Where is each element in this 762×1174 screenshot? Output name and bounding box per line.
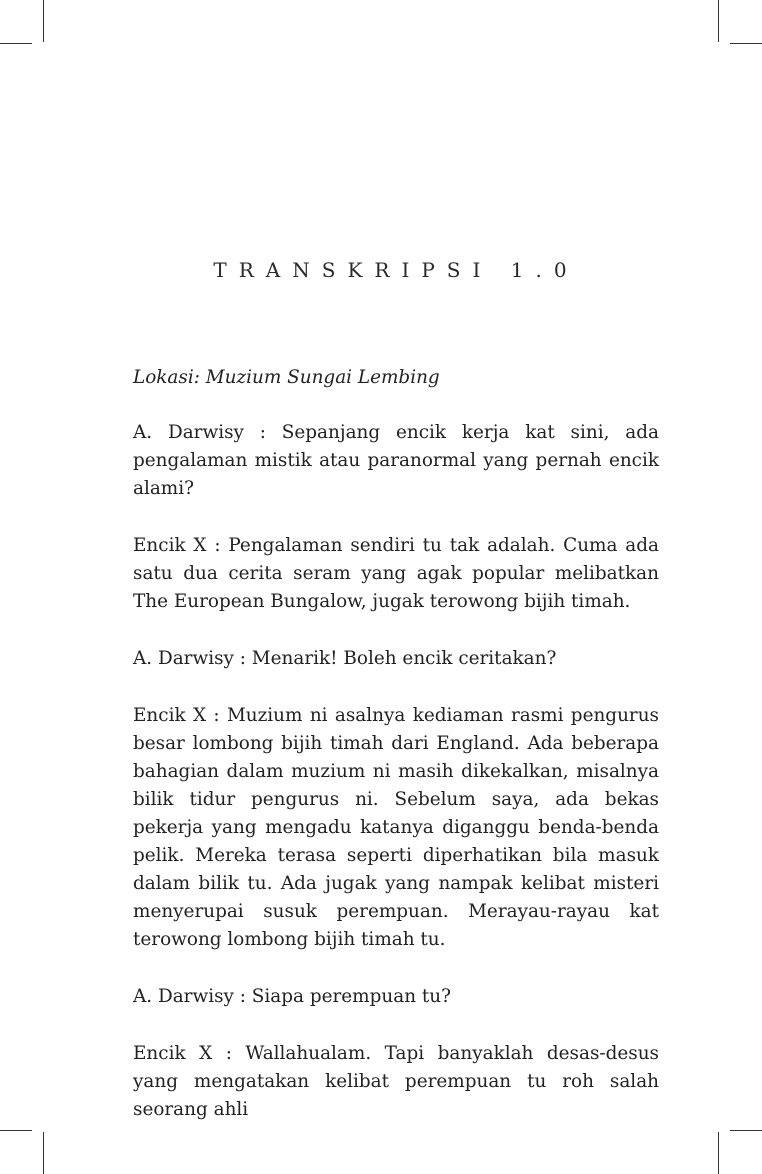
dialogue-paragraph: Encik X : Muzium ni asalnya kediaman rasmi pengurus besar lombong bijih timah dari England. Ada beberapa bahagian dalam muzium ni masih dikekalkan, misalnya bilik tidur pengurus ni. Sebelum saya, ada bekas pekerja yang mengadu katanya diganggu benda-benda pelik. Mereka terasa seperti diperhatikan bila masuk dalam bilik tu. Ada jugak yang nampak kelibat misteri menyerupai susuk perempuan. Merayau-rayau kat terowong lombong bijih timah tu. xyxy=(133,705,659,950)
dialogue-paragraph: A. Darwisy : Menarik! Boleh encik ceritakan? xyxy=(133,648,557,669)
dialogue-paragraph: Encik X : Wallahualam. Tapi banyaklah desas-desus yang mengatakan kelibat perempuan tu roh salah seorang ahli xyxy=(133,1043,659,1120)
crop-mark-bottom-right-vertical xyxy=(718,1132,719,1174)
crop-mark-bottom-left-horizontal xyxy=(0,1130,32,1131)
chapter-title: TRANSKRIPSI 1.0 xyxy=(213,258,579,282)
dialogue-paragraph: Encik X : Pengalaman sendiri tu tak adalah. Cuma ada satu dua cerita seram yang agak popular melibatkan The European Bungalow, jugak terowong bijih timah. xyxy=(133,535,659,612)
transcript-body xyxy=(133,364,659,1124)
crop-mark-top-right-vertical xyxy=(718,0,719,42)
dialogue-paragraph: A. Darwisy : Sepanjang encik kerja kat sini, ada pengalaman mistik atau paranormal yang pernah encik alami? xyxy=(133,422,659,499)
location-line: Lokasi: Muzium Sungai Lembing xyxy=(133,367,440,388)
crop-mark-top-right-horizontal xyxy=(730,43,762,44)
crop-mark-bottom-left-vertical xyxy=(43,1132,44,1174)
crop-mark-top-left-horizontal xyxy=(0,43,32,44)
crop-mark-bottom-right-horizontal xyxy=(730,1130,762,1131)
dialogue-paragraph: A. Darwisy : Siapa perempuan tu? xyxy=(133,986,451,1007)
crop-mark-top-left-vertical xyxy=(43,0,44,42)
